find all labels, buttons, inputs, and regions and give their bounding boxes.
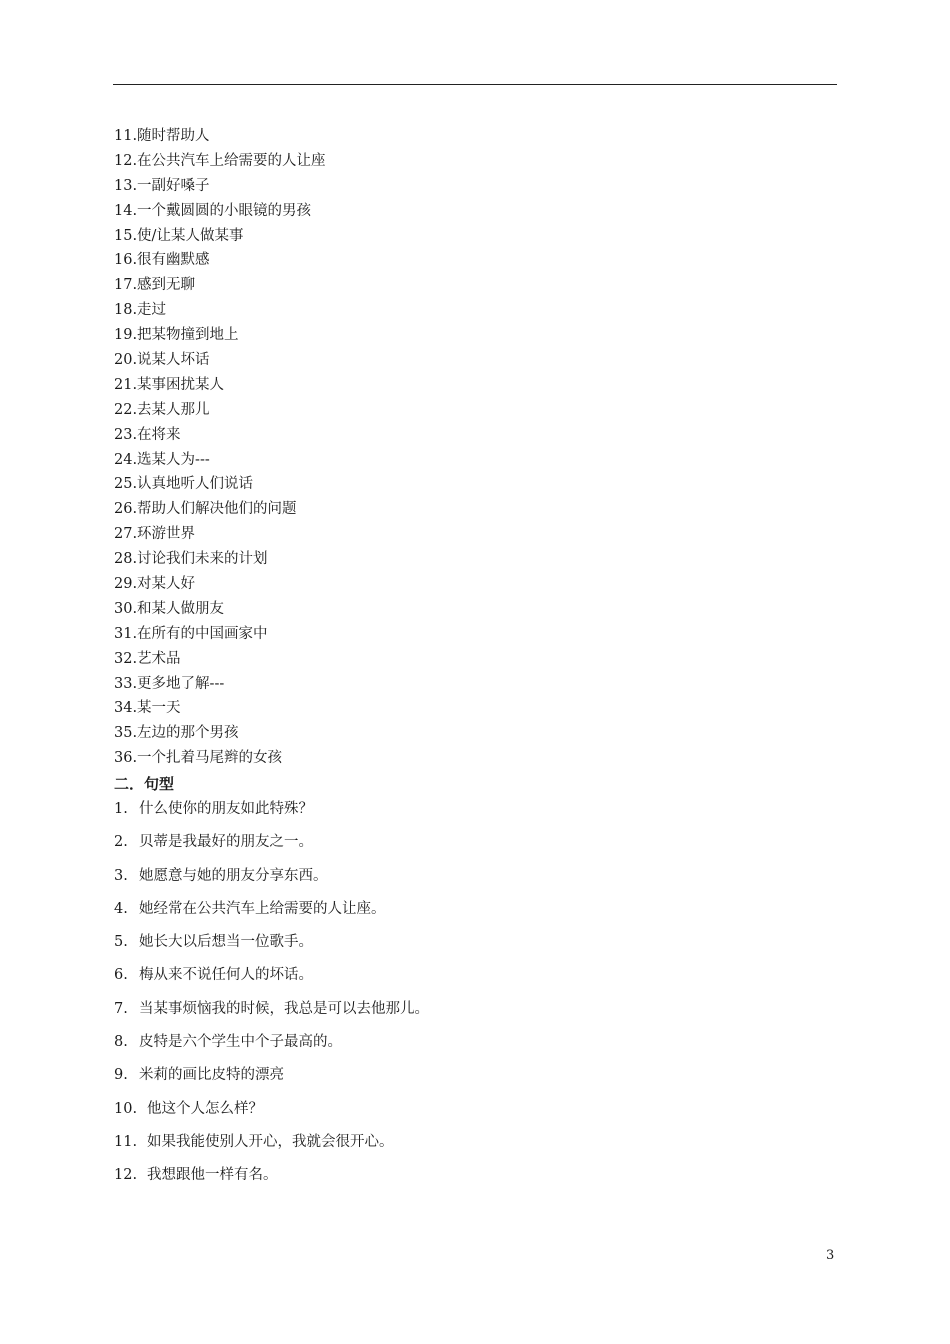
phrase-item: 24.选某人为--- [114,451,210,468]
sentence-text: 她长大以后想当一位歌手。 [139,934,313,951]
sentence-item [114,1063,429,1096]
phrase-item: 13.一副好嗓子 [114,177,210,194]
sentence-number: 10. [114,1100,138,1117]
phrase-item: 16.很有幽默感 [114,252,210,269]
phrase-item: 26.帮助人们解决他们的问题 [114,501,297,518]
page-number: 3 [826,1248,835,1263]
sentence-number: 9. [114,1067,128,1084]
phrase-item: 25.认真地听人们说话 [114,476,254,493]
sentence-text: 梅从来不说任何人的坏话。 [139,967,313,984]
phrase-item: 17.感到无聊 [114,277,196,294]
phrase-item: 32.艺术品 [114,650,181,667]
sentence-item [114,1030,429,1063]
phrase-item: 27.环游世界 [114,526,196,543]
sentence-text: 他这个人怎么样？ [147,1100,263,1117]
phrase-item: 15.使/让某人做某事 [114,227,244,244]
sentence-text: 她愿意与她的朋友分享东西。 [139,867,328,884]
sentence-text: 当某事烦恼我的时候，我总是可以去他那儿。 [139,1000,429,1017]
sentence-number: 1. [114,801,128,817]
sentence-text: 什么使你的朋友如此特殊？ [139,801,313,817]
sentence-number: 11. [114,1133,138,1150]
phrase-item: 19.把某物撞到地上 [114,327,239,344]
sentence-item [114,930,429,963]
sentence-number: 8. [114,1034,128,1051]
phrase-item: 14.一个戴圆圆的小眼镜的男孩 [114,202,312,219]
phrase-item: 34.某一天 [114,700,181,717]
sentence-text: 皮特是六个学生中个子最高的。 [139,1034,342,1051]
sentence-text: 她经常在公共汽车上给需要的人让座。 [139,900,386,917]
sentence-item [114,1163,429,1196]
phrase-item: 31.在所有的中国画家中 [114,625,268,642]
phrase-item: 21.某事困扰某人 [114,376,225,393]
sentence-text: 米莉的画比皮特的漂亮 [139,1067,284,1084]
sentence-item [114,830,429,863]
phrase-list [114,124,326,771]
sentence-item [114,997,429,1030]
phrase-item: 36.一个扎着马尾辫的女孩 [114,750,283,767]
phrase-item: 33.更多地了解--- [114,675,225,692]
section-heading: 二．句型 [114,775,175,793]
sentence-item [114,963,429,996]
phrase-item: 12.在公共汽车上给需要的人让座 [114,152,326,169]
sentence-item [114,1097,429,1130]
phrase-item: 29.对某人好 [114,576,196,593]
sentence-item [114,897,429,930]
phrase-item: 20.说某人坏话 [114,352,210,369]
phrase-item: 28.讨论我们未来的计划 [114,551,268,568]
phrase-item: 30.和某人做朋友 [114,600,225,617]
sentence-number: 4. [114,900,128,917]
phrase-item: 11.随时帮助人 [114,128,210,144]
sentence-number: 3. [114,867,128,884]
sentence-item [114,1130,429,1163]
sentence-text: 贝蒂是我最好的朋友之一。 [139,834,313,851]
phrase-item: 35.左边的那个男孩 [114,725,239,742]
sentence-item [114,797,429,830]
sentence-number: 2. [114,834,128,851]
sentence-number: 5. [114,934,128,951]
sentence-number: 12. [114,1167,138,1184]
sentence-text: 我想跟他一样有名。 [147,1167,278,1184]
sentence-number: 6. [114,967,128,984]
phrase-item: 22.去某人那儿 [114,401,210,418]
sentence-item [114,864,429,897]
phrase-item: 23.在将来 [114,426,181,443]
sentence-list [114,797,429,1197]
header-rule [113,84,837,85]
sentence-number: 7. [114,1000,128,1017]
sentence-text: 如果我能使别人开心，我就会很开心。 [147,1133,394,1150]
phrase-item: 18.走过 [114,302,167,319]
